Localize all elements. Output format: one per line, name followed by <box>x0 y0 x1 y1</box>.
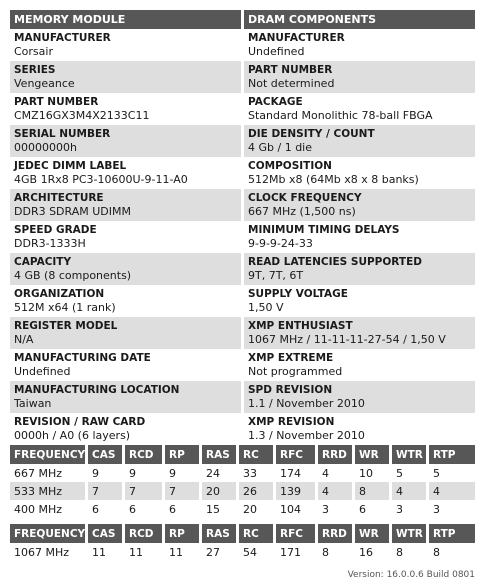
module-field <box>10 285 241 317</box>
field-value: Undefined <box>14 365 71 378</box>
timing-cell: 20 <box>202 482 239 500</box>
field-value: 1067 MHz / 11-11-11-27-54 / 1,50 V <box>248 333 446 346</box>
timing-column-header: RTP <box>429 445 475 464</box>
timing-cell: 1067 MHz <box>10 543 88 561</box>
timing-cell: 15 <box>202 500 239 518</box>
field-value: 00000000h <box>14 141 77 154</box>
field-label: XMP EXTREME <box>248 352 334 364</box>
dram-field <box>244 157 475 189</box>
version-label: Version: 16.0.0.6 Build 0801 <box>347 570 475 580</box>
timing-cell: 174 <box>276 464 318 482</box>
field-label: REGISTER MODEL <box>14 320 118 332</box>
field-label: MANUFACTURER <box>14 32 111 44</box>
module-field <box>10 253 241 285</box>
info-row <box>10 29 475 61</box>
info-row <box>10 189 475 221</box>
info-row <box>10 221 475 253</box>
field-value: 1,50 V <box>248 301 284 314</box>
field-value: 9T, 7T, 6T <box>248 269 304 282</box>
info-row <box>10 157 475 189</box>
field-value: DDR3 SDRAM UDIMM <box>14 205 131 218</box>
timing-cell: 6 <box>165 500 202 518</box>
timing-table <box>10 445 475 518</box>
timing-column-header: RP <box>165 524 202 543</box>
field-value: Vengeance <box>14 77 75 90</box>
dram-field <box>244 285 475 317</box>
timing-cell: 400 MHz <box>10 500 88 518</box>
field-value: Corsair <box>14 45 53 58</box>
timing-cell: 6 <box>355 500 392 518</box>
timing-cell: 20 <box>239 500 276 518</box>
timing-cell: 3 <box>318 500 355 518</box>
timing-cell: 667 MHz <box>10 464 88 482</box>
timing-cell: 139 <box>276 482 318 500</box>
timing-cell: 11 <box>125 543 165 561</box>
timing-cell: 7 <box>88 482 125 500</box>
timing-column-header: WR <box>355 445 392 464</box>
timing-column-header: RTP <box>429 524 475 543</box>
section-headers <box>10 10 475 29</box>
module-field <box>10 29 241 61</box>
field-value: 1.1 / November 2010 <box>248 397 365 410</box>
timing-column-header: FREQUENCY <box>10 524 88 543</box>
field-value: CMZ16GX3M4X2133C11 <box>14 109 150 122</box>
field-label: SERIAL NUMBER <box>14 128 111 140</box>
field-label: JEDEC DIMM LABEL <box>14 160 127 172</box>
dram-field <box>244 61 475 93</box>
info-row <box>10 349 475 381</box>
memory-module-header: MEMORY MODULE <box>10 10 241 29</box>
timing-cell: 8 <box>429 543 475 561</box>
dram-field <box>244 189 475 221</box>
timing-column-header: RAS <box>202 524 239 543</box>
field-label: DIE DENSITY / COUNT <box>248 128 375 140</box>
timing-column-header: RFC <box>276 445 318 464</box>
timing-cell: 104 <box>276 500 318 518</box>
timing-column-header: RRD <box>318 524 355 543</box>
dram-field <box>244 349 475 381</box>
timing-cell: 4 <box>318 482 355 500</box>
field-label: ORGANIZATION <box>14 288 105 300</box>
timing-row <box>10 543 475 561</box>
info-row <box>10 125 475 157</box>
timing-cell: 7 <box>125 482 165 500</box>
field-value: 4 GB (8 components) <box>14 269 132 282</box>
timing-cell: 9 <box>125 464 165 482</box>
field-label: XMP ENTHUSIAST <box>248 320 353 332</box>
timing-column-header: RRD <box>318 445 355 464</box>
timing-cell: 4 <box>392 482 429 500</box>
field-value: 4GB 1Rx8 PC3-10600U-9-11-A0 <box>14 173 188 186</box>
timing-column-header: WTR <box>392 445 429 464</box>
dram-field <box>244 221 475 253</box>
timing-cell: 7 <box>165 482 202 500</box>
field-value: 4 Gb / 1 die <box>248 141 313 154</box>
field-label: ARCHITECTURE <box>14 192 104 204</box>
timing-cell: 10 <box>355 464 392 482</box>
dram-components-header: DRAM COMPONENTS <box>244 10 475 29</box>
field-label: PART NUMBER <box>248 64 333 76</box>
module-field <box>10 317 241 349</box>
timing-cell: 5 <box>392 464 429 482</box>
timing-column-header: WR <box>355 524 392 543</box>
timing-cell: 4 <box>429 482 475 500</box>
timing-column-header: RC <box>239 445 276 464</box>
field-value: 667 MHz (1,500 ns) <box>248 205 356 218</box>
timing-cell: 9 <box>165 464 202 482</box>
dram-field <box>244 413 475 445</box>
info-row <box>10 61 475 93</box>
timing-column-header: WTR <box>392 524 429 543</box>
field-label: MANUFACTURING LOCATION <box>14 384 180 396</box>
info-row <box>10 93 475 125</box>
timing-cell: 5 <box>429 464 475 482</box>
field-value: DDR3-1333H <box>14 237 86 250</box>
timing-cell: 8 <box>392 543 429 561</box>
timing-column-header: RCD <box>125 445 165 464</box>
timing-cell: 8 <box>355 482 392 500</box>
timing-cell: 171 <box>276 543 318 561</box>
module-field <box>10 93 241 125</box>
dram-field <box>244 253 475 285</box>
timing-cell: 26 <box>239 482 276 500</box>
timing-column-header: RCD <box>125 524 165 543</box>
field-label: READ LATENCIES SUPPORTED <box>248 256 422 268</box>
dram-field <box>244 125 475 157</box>
timing-cell: 27 <box>202 543 239 561</box>
module-field <box>10 413 241 445</box>
timing-cell: 24 <box>202 464 239 482</box>
module-field <box>10 189 241 221</box>
timing-column-header: RC <box>239 524 276 543</box>
timing-row <box>10 464 475 482</box>
field-label: SPD REVISION <box>248 384 333 396</box>
timing-cell: 3 <box>429 500 475 518</box>
timing-cell: 33 <box>239 464 276 482</box>
timing-cell: 11 <box>88 543 125 561</box>
timing-column-header: RP <box>165 445 202 464</box>
timing-cell: 4 <box>318 464 355 482</box>
timing-cell: 3 <box>392 500 429 518</box>
module-field <box>10 381 241 413</box>
xmp-timing-table <box>10 524 475 561</box>
field-value: 1.3 / November 2010 <box>248 429 365 442</box>
timing-row <box>10 482 475 500</box>
timing-cell: 9 <box>88 464 125 482</box>
field-label: CLOCK FREQUENCY <box>248 192 362 204</box>
field-label: CAPACITY <box>14 256 72 268</box>
timing-row <box>10 500 475 518</box>
field-value: Not programmed <box>248 365 343 378</box>
field-label: MINIMUM TIMING DELAYS <box>248 224 400 236</box>
timing-column-header: FREQUENCY <box>10 445 88 464</box>
field-value: Not determined <box>248 77 335 90</box>
timing-cell: 533 MHz <box>10 482 88 500</box>
field-label: SUPPLY VOLTAGE <box>248 288 348 300</box>
field-value: 512M x64 (1 rank) <box>14 301 116 314</box>
info-row <box>10 317 475 349</box>
field-label: COMPOSITION <box>248 160 332 172</box>
timing-cell: 11 <box>165 543 202 561</box>
field-value: Standard Monolithic 78-ball FBGA <box>248 109 433 122</box>
info-row <box>10 285 475 317</box>
info-row <box>10 253 475 285</box>
field-label: REVISION / RAW CARD <box>14 416 146 428</box>
field-label: MANUFACTURING DATE <box>14 352 151 364</box>
field-label: MANUFACTURER <box>248 32 345 44</box>
field-value: Undefined <box>248 45 305 58</box>
dram-field <box>244 381 475 413</box>
timing-column-header: CAS <box>88 524 125 543</box>
module-field <box>10 61 241 93</box>
module-field <box>10 221 241 253</box>
timing-cell: 6 <box>125 500 165 518</box>
info-row <box>10 413 475 445</box>
dram-field <box>244 317 475 349</box>
field-label: PACKAGE <box>248 96 303 108</box>
field-value: N/A <box>14 333 34 346</box>
timing-column-header: RAS <box>202 445 239 464</box>
module-field <box>10 349 241 381</box>
field-value: 9-9-9-24-33 <box>248 237 313 250</box>
dram-field <box>244 29 475 61</box>
field-value: Taiwan <box>14 397 52 410</box>
timing-cell: 16 <box>355 543 392 561</box>
info-row <box>10 381 475 413</box>
timing-cell: 6 <box>88 500 125 518</box>
field-label: SPEED GRADE <box>14 224 97 236</box>
field-label: XMP REVISION <box>248 416 335 428</box>
field-value: 0000h / A0 (6 layers) <box>14 429 131 442</box>
timing-cell: 54 <box>239 543 276 561</box>
info-rows <box>10 29 475 445</box>
field-label: PART NUMBER <box>14 96 99 108</box>
dram-field <box>244 93 475 125</box>
field-label: SERIES <box>14 64 56 76</box>
spd-info-panel <box>10 10 475 561</box>
timing-column-header: CAS <box>88 445 125 464</box>
module-field <box>10 125 241 157</box>
timing-cell: 8 <box>318 543 355 561</box>
module-field <box>10 157 241 189</box>
field-value: 512Mb x8 (64Mb x8 x 8 banks) <box>248 173 419 186</box>
timing-column-header: RFC <box>276 524 318 543</box>
